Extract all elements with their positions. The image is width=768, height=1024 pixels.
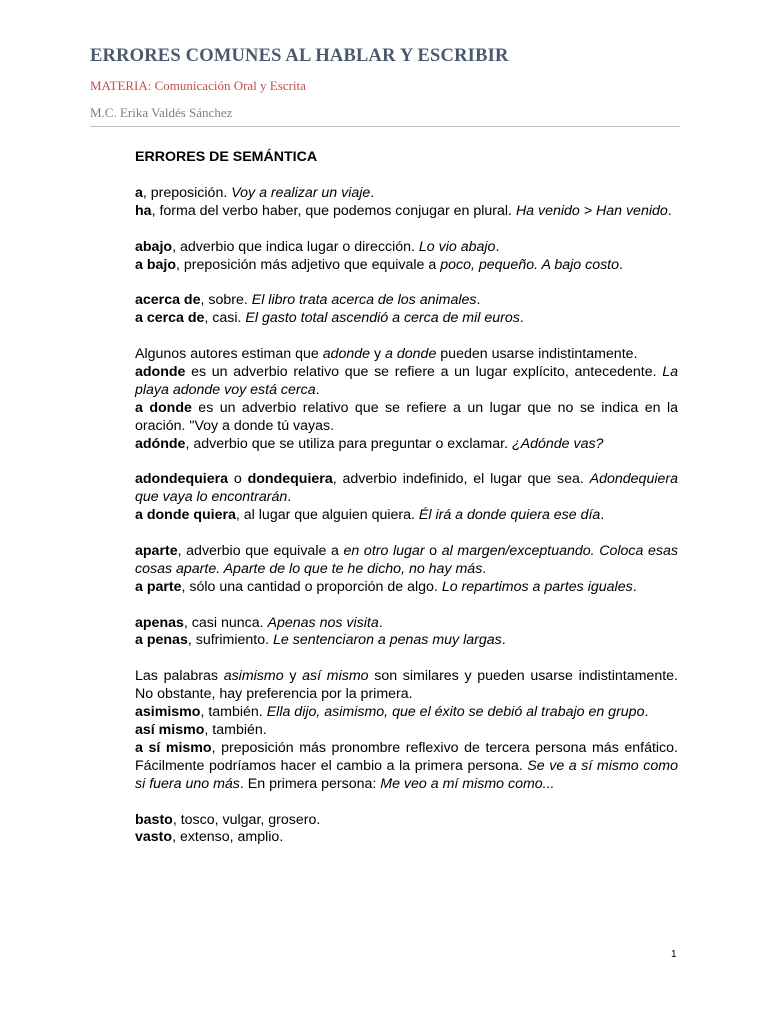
definition-text: . En primera persona: [239,775,381,792]
document-title: ERRORES COMUNES AL HABLAR Y ESCRIBIR [90,46,509,66]
example-text: ¿Adónde vas? [511,435,604,452]
entry-line [135,632,678,650]
entry-term: abajo [135,238,173,255]
definition-text: son similares y pueden usarse indistintamente. No obstante, hay preferencia por la primera. [135,668,678,703]
definition-text: y [370,346,386,363]
entry-term: aparte [135,542,178,559]
definition-text: . [495,238,500,255]
example-text: El gasto total ascendió a cerca de mil euros [245,310,520,327]
entry-group [135,668,678,793]
definition-text: . [315,381,320,398]
entry-line [135,257,678,275]
definition-text: Algunos autores estiman que [135,346,323,363]
entry-line [135,740,678,794]
entry-line [135,239,678,257]
entry-line [135,829,678,847]
document-body [135,149,678,865]
section-heading: ERRORES DE SEMÁNTICA [135,149,318,165]
definition-text: , preposición más adjetivo que equivale a [176,256,441,273]
entry-term: adonde [135,363,186,380]
definition-text: . [600,507,605,524]
definition-text: o [228,471,248,488]
course-subject: MATERIA: Comunicación Oral y Escrita [90,78,306,93]
definition-text: o [424,542,442,559]
entry-line [135,346,678,364]
definition-text: y [283,668,303,685]
entry-term: a [135,184,143,201]
entry-group [135,471,678,525]
definition-text: . [632,578,637,595]
entry-group [135,615,678,651]
example-text: Él irá a donde quiera ese día [418,507,601,524]
example-text: Apenas nos visita [267,614,379,631]
definition-text: . [667,202,672,219]
page-number: 1 [671,949,677,960]
example-text: Lo vio abajo [418,238,496,255]
definition-text: . [501,632,506,649]
header-divider [90,126,680,127]
definition-text: . [644,704,649,721]
entry-line [135,507,678,525]
author-name: M.C. Erika Valdés Sánchez [90,105,233,120]
entry-line [135,203,678,221]
definition-text: . [476,292,481,309]
example-text: El libro trata acerca de los animales [251,292,477,309]
definition-text: . [378,614,383,631]
example-text: al margen/exceptuando. Coloca esas cosas aparte. Aparte de lo que te he dicho, no hay más [135,542,678,577]
definition-text: , forma del verbo haber, que podemos conjugar en plural. [151,202,516,219]
entry-term: apenas [135,614,184,631]
entry-term: a donde quiera [135,507,236,524]
definition-text: , adverbio que indica lugar o dirección. [172,238,419,255]
entry-group [135,239,678,275]
entry-line [135,668,678,704]
entry-term: a donde [135,399,192,416]
definition-text: pueden usarse indistintamente. [436,346,638,363]
entry-term: a parte [135,578,182,595]
definition-text: , preposición más pronombre reflexivo de tercera persona más enfático. Fácilmente podríamos hacer el cambio a la primera persona. [135,739,678,774]
definition-text: , adverbio que equivale a [177,542,344,559]
definition-text: , adverbio indefinido, el lugar que sea. [332,471,590,488]
definition-text: , sufrimiento. [187,632,273,649]
definition-text: , sólo una cantidad o proporción de algo. [181,578,442,595]
entry-term: a cerca de [135,310,205,327]
entry-term: a sí mismo [135,739,212,756]
entry-term: adónde [135,435,186,452]
definition-text: Las palabras [135,668,224,685]
entry-line [135,615,678,633]
example-text: Le sentenciaron a penas muy largas [273,632,502,649]
example-text: asimismo [223,668,284,685]
example-text: poco, pequeño. A bajo costo [440,256,620,273]
entry-line [135,400,678,436]
example-text: a donde [385,346,437,363]
example-text: Ha venido > Han venido [515,202,668,219]
definition-text: , al lugar que alguien quiera. [235,507,419,524]
example-text: así mismo [302,668,369,685]
definition-text: . [370,184,375,201]
entry-line [135,579,678,597]
entry-term: asimismo [135,704,201,721]
definition-text: es un adverbio relativo que se refiere a un lugar que no se indica en la oración. "Voy a donde tú vayas. [135,399,678,434]
example-text: Voy a realizar un viaje [231,184,371,201]
entry-line [135,543,678,579]
example-text: en otro lugar [343,542,425,559]
example-text: adonde [322,346,371,363]
entry-term: adondequiera [135,471,229,488]
entry-term: ha [135,202,152,219]
entry-line [135,436,678,454]
example-text: La playa adonde voy está cerca [135,363,678,398]
definition-text: , también. [204,721,267,738]
example-text: Ella dijo, asimismo, que el éxito se debió al trabajo en grupo [266,704,645,721]
entry-group [135,346,678,453]
entry-group [135,292,678,328]
entry-term: a bajo [135,256,176,273]
definition-text: . [619,256,623,273]
definition-text: , sobre. [200,292,252,309]
entry-line [135,704,678,722]
entry-line [135,185,678,203]
definition-text: . [287,489,292,506]
entry-group [135,185,678,221]
entry-line [135,812,678,830]
entry-term: basto [135,811,173,828]
definition-text: es un adverbio relativo que se refiere a un lugar explícito, antecedente. [185,363,663,380]
entry-line [135,310,678,328]
entry-line [135,722,678,740]
example-text: Lo repartimos a partes iguales [441,578,633,595]
example-text: Me veo a mí mismo como... [380,775,555,792]
example-text: Se ve a sí mismo como si fuera uno más [135,757,678,792]
example-text: Adondequiera que vaya lo encontrarán [135,471,678,506]
definition-text: . [519,310,524,327]
definition-text: , adverbio que se utiliza para preguntar o exclamar. [185,435,512,452]
definition-text: , también. [200,704,267,721]
entry-term: vasto [135,829,173,846]
definition-text: . [482,560,487,577]
entry-group [135,812,678,848]
entry-term: así mismo [135,721,205,738]
entry-group [135,543,678,597]
entry-term: acerca de [135,292,201,309]
definition-text: , tosco, vulgar, grosero. [172,811,321,828]
definition-text: , casi. [204,310,246,327]
entry-term: a penas [135,632,188,649]
definition-text: , casi nunca. [183,614,268,631]
definition-text: , preposición. [142,184,232,201]
entry-line [135,292,678,310]
entry-line [135,364,678,400]
entry-term: dondequiera [247,471,333,488]
entry-line [135,471,678,507]
definition-text: , extenso, amplio. [172,829,284,846]
entry-list [135,185,678,847]
